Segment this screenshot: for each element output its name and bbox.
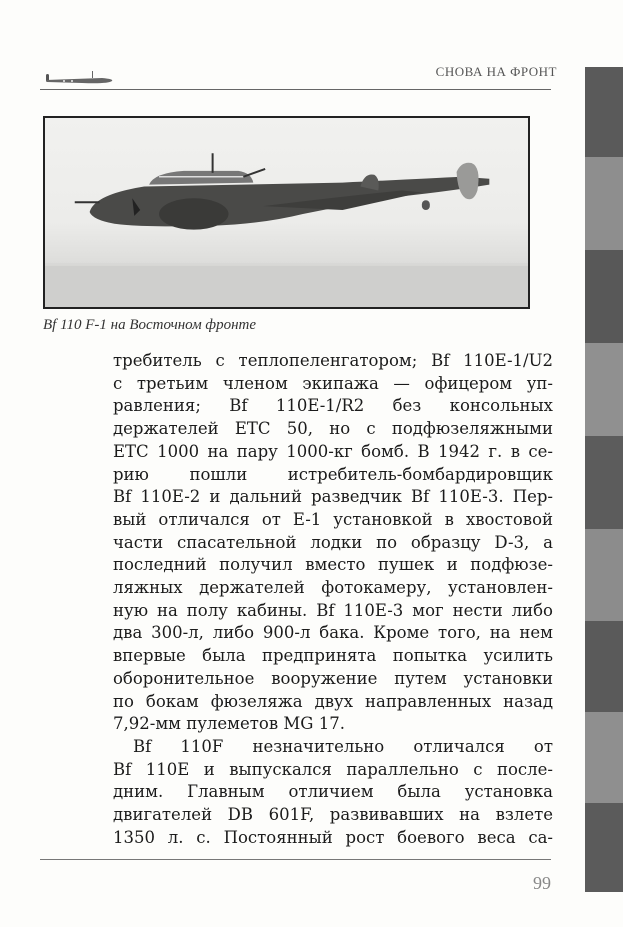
- side-tab-block: [585, 343, 623, 436]
- side-tab-block: [585, 67, 623, 157]
- side-tab-block: [585, 803, 623, 892]
- text-line: требитель с теплопеленгатором; Bf 110E-1/U2: [113, 351, 553, 370]
- text-line: рию пошли истребитель-бомбардировщик: [113, 464, 553, 484]
- page-number: 99: [533, 873, 551, 893]
- header-divider: [40, 89, 551, 90]
- side-tab-block: [585, 157, 623, 250]
- side-tab-block: [585, 529, 623, 621]
- text-line: последний получил вместо пушек и подфюзе-: [113, 555, 553, 575]
- text-line: части спасательной лодки по образцу D-3, а: [113, 532, 553, 552]
- text-line: 7,92-мм пулеметов MG 17.: [113, 714, 345, 734]
- aircraft-silhouette-icon: [42, 71, 116, 87]
- figure-caption: Bf 110 F-1 на Восточном фронте: [43, 317, 257, 333]
- aircraft-photo: [43, 116, 530, 309]
- text-line: держателей ETC 50, но с подфюзеляжными: [113, 419, 553, 439]
- side-tab-block: [585, 250, 623, 343]
- text-line: по бокам фюзеляжа двух направленных назад: [113, 691, 553, 711]
- running-header-title: СНОВА НА ФРОНТ: [435, 64, 557, 79]
- text-line: Bf 110F незначительно отличался от: [133, 736, 553, 756]
- text-line: равления; Bf 110E-1/R2 без консольных: [113, 396, 553, 416]
- side-tab-block: [585, 436, 623, 529]
- text-line: ную на полу кабины. Bf 110E-3 мог нести либо: [113, 600, 553, 620]
- text-line: 1350 л. с. Постоянный рост боевого веса са-: [113, 827, 553, 847]
- side-thumb-index: [585, 67, 623, 892]
- side-tab-block: [585, 712, 623, 803]
- text-line: два 300-л, либо 900-л бака. Кроме того, на нем: [113, 623, 553, 643]
- text-line: оборонительное вооружение путем установки: [113, 668, 553, 688]
- text-line: с третьим членом экипажа — офицером уп-: [113, 373, 553, 393]
- text-line: вый отличался от E-1 установкой в хвостовой: [113, 509, 553, 529]
- text-line: Bf 110E и выпускался параллельно с после-: [113, 759, 553, 779]
- footer-divider: [40, 859, 551, 860]
- text-line: ляжных держателей фотокамеру, установлен-: [113, 578, 553, 598]
- text-line: двигателей DB 601F, развивавших на взлете: [113, 805, 553, 825]
- body-text: [113, 350, 553, 849]
- text-line: ETC 1000 на пару 1000-кг бомб. В 1942 г. в се-: [113, 441, 553, 461]
- side-tab-block: [585, 621, 623, 712]
- aircraft-in-flight-image: [45, 118, 528, 307]
- text-line: дним. Главным отличием была установка: [113, 782, 553, 802]
- text-line: Bf 110E-2 и дальний разведчик Bf 110E-3. Пер-: [113, 487, 553, 507]
- text-line: впервые была предпринята попытка усилить: [113, 646, 553, 666]
